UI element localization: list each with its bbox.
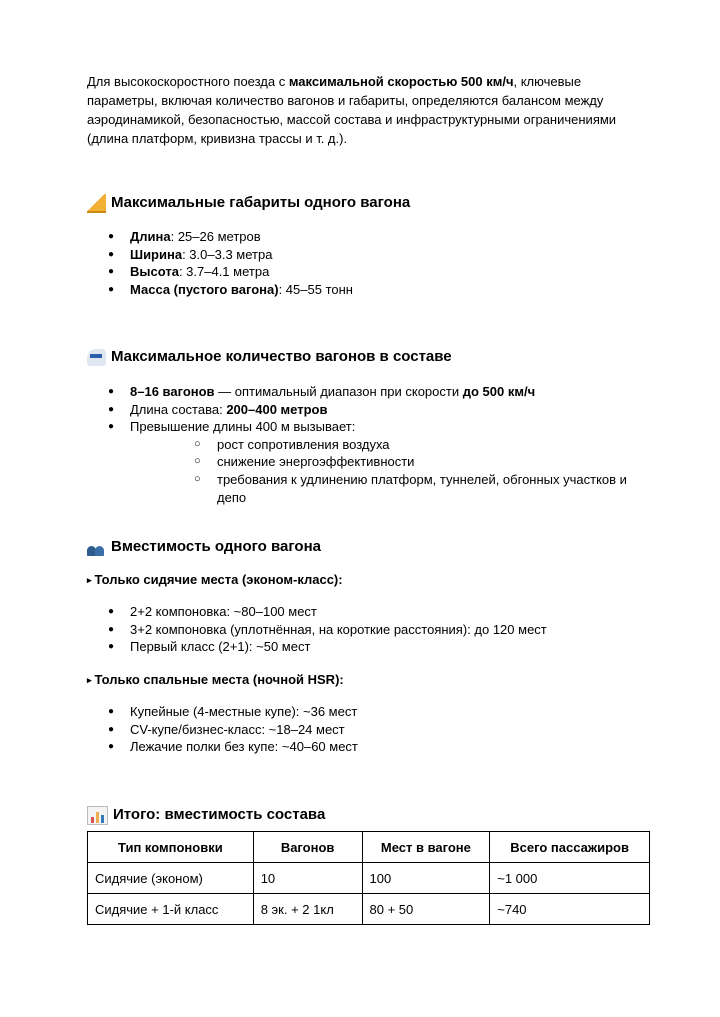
subheading-seated: ▸ Только сидячие места (эконом-класс):	[87, 572, 343, 587]
list-item: ● CV-купе/бизнес-класс: ~18–24 мест	[87, 721, 358, 739]
list-item: ● Длина состава: 200–400 метров	[87, 401, 650, 419]
wagon-count-list	[87, 383, 650, 506]
column-header: Тип компоновки	[88, 832, 254, 863]
list-item: ● 8–16 вагонов — оптимальный диапазон при скорости до 500 км/ч	[87, 383, 650, 401]
section-title: Вместимость одного вагона	[111, 538, 321, 555]
table-cell: ~740	[490, 894, 650, 925]
people-icon	[87, 539, 106, 556]
bar-chart-icon	[87, 806, 108, 825]
intro-text: Для высокоскоростного поезда с	[87, 74, 289, 89]
list-item: ● Превышение длины 400 м вызывает: ○ рост сопротивления воздуха ○ снижение энергоэффективности ○ требования к удлинению платформ, туннелей, обгонных участков и депо	[87, 418, 650, 506]
capacity-table	[87, 831, 650, 925]
subheading-sleeper: ▸ Только спальные места (ночной HSR):	[87, 672, 344, 687]
list-item: ● Высота: 3.7–4.1 метра	[87, 263, 353, 281]
table-cell: 80 + 50	[362, 894, 490, 925]
table-cell: 8 эк. + 2 1кл	[253, 894, 362, 925]
table-header-row	[88, 832, 650, 863]
table-row	[88, 863, 650, 894]
table-row	[88, 894, 650, 925]
sublist-item: ○ рост сопротивления воздуха	[130, 436, 650, 454]
sublist-item: ○ требования к удлинению платформ, туннелей, обгонных участков и депо	[130, 471, 650, 506]
column-header: Мест в вагоне	[362, 832, 490, 863]
list-item: ● Масса (пустого вагона): 45–55 тонн	[87, 281, 353, 299]
triangle-marker-icon: ▸	[87, 675, 92, 685]
list-item: ● Лежачие полки без купе: ~40–60 мест	[87, 738, 358, 756]
section-title: Максимальные габариты одного вагона	[111, 194, 411, 211]
table-cell: 100	[362, 863, 490, 894]
table-cell: ~1 000	[490, 863, 650, 894]
section-title: Итого: вместимость состава	[113, 806, 326, 823]
section-heading-wagon-count	[87, 347, 452, 367]
list-item: ● Первый класс (2+1): ~50 мест	[87, 638, 547, 656]
column-header: Вагонов	[253, 832, 362, 863]
triangle-marker-icon: ▸	[87, 575, 92, 585]
table-cell: Сидячие (эконом)	[88, 863, 254, 894]
list-item: ● Длина: 25–26 метров	[87, 228, 353, 246]
table-cell: Сидячие + 1-й класс	[88, 894, 254, 925]
list-item: ● 3+2 компоновка (уплотнённая, на короткие расстояния): до 120 мест	[87, 621, 547, 639]
table-cell: 10	[253, 863, 362, 894]
sleeper-list	[87, 703, 358, 756]
intro-paragraph	[87, 72, 650, 148]
section-title: Максимальное количество вагонов в составе	[111, 348, 452, 365]
high-speed-train-icon	[87, 349, 106, 366]
list-item: ● Купейные (4-местные купе): ~36 мест	[87, 703, 358, 721]
section-heading-total	[87, 805, 325, 825]
list-item: ● Ширина: 3.0–3.3 метра	[87, 246, 353, 264]
list-item: ● 2+2 компоновка: ~80–100 мест	[87, 603, 547, 621]
section-heading-dimensions	[87, 193, 410, 213]
dimensions-list	[87, 228, 353, 298]
column-header: Всего пассажиров	[490, 832, 650, 863]
section-heading-capacity	[87, 537, 321, 557]
sublist-item: ○ снижение энергоэффективности	[130, 453, 650, 471]
intro-bold-speed: максимальной скоростью 500 км/ч	[288, 74, 514, 89]
intro-text-rest: , ключевые параметры, включая количество вагонов и габариты, определяются балансом между аэродинамикой, безопасностью, массой состава и инфраструктурными ограничениями (длина платформ, кривизна трассы и т. д.).	[87, 74, 617, 146]
triangular-ruler-icon	[87, 194, 106, 213]
consequences-sublist	[130, 436, 650, 506]
seated-list	[87, 603, 547, 656]
